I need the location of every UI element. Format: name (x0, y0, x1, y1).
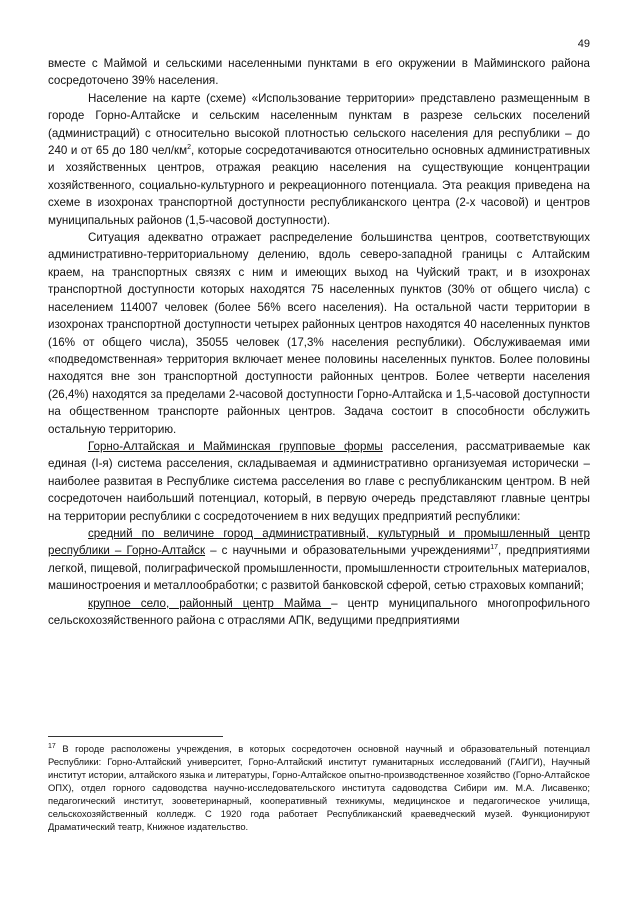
superscript-2: 2 (187, 144, 191, 152)
footnote-ref: 17 (490, 544, 498, 552)
paragraph-2: Население на карте (схеме) «Использование территории» представлено размещенным в городе Горно-Алтайске и сельским населенным пунктам в разрезе сельских поселений (администраций) с относительно высокой плотностью сельского населения для республики – до 240 и от 65 до 180 чел/$км^2$, которые сосредотачиваются относительно основных административных и хозяйственных центров, отражая реакцию населения на существующие концентрации хозяйственного, социально-культурного и рекреационного потенциала. Эта реакция приведена на схеме в изохронах транспортной доступности республиканского центра (2-х часовой) и центров муниципальных районов (1,5-часовой доступности). (48, 91, 590, 227)
paragraph-5: средний по величине город административный, культурный и промышленный центр республики – Горно-Алтайск – с научными и образовательными учреждениями$^{17}$, предприятиями легкой, пищевой, полиграфической промышленности, промышленности строительных материалов, машиностроения и металлообработки; с развитой банковской сферой, сетью страховых компаний; (48, 526, 590, 593)
underlined-term: Горно-Алтайская и Майминская групповые формы (88, 439, 383, 453)
page-number: 49 (577, 38, 590, 50)
footnote-number: 17 (48, 742, 56, 750)
paragraph-6: крупное село, районный центр Майма – центр муниципального многопрофильного сельскохозяйственного района с отраслями АПК, ведущими предприятиями (48, 596, 590, 627)
main-text (48, 55, 590, 629)
footnote: $^{17}$ В городе расположены учреждения, в которых сосредоточен основной научный и образовательный потенциал Республики: Горно-Алтайский университет, Горно-Алтайский институт гуманитарных исследований (ГАИГИ), Научный институт истории, алтайского языка и литературы, Горно-Алтайское опытно-производственное хозяйство (Горно-Алтайское ОПХ), отдел горного садоводства научно-исследовательского института садоводства Сибири им. М.А. Лисавенко; педагогический институт, зооветеринарный, кооперативный техникумы, медицинское и педагогическое училища, сельскохозяйственный колледж. С 1920 года работает Республиканский краеведческий музей. Функционируют Драматический театр, Книжное издательство. (48, 742, 590, 832)
footnote-separator (48, 736, 223, 737)
paragraph-4: Горно-Алтайская и Майминская групповые формы расселения, рассматриваемые как единая (I-я) система расселения, складываемая и административно организуемая исторически – наиболее развитая в Республике система расселения во главе с республиканским центром. В ней сосредоточен наибольший потенциал, который, в первую очередь представляют главные центры на территории республики с сосредоточением в них ведущих предприятий республики: (48, 439, 591, 523)
underlined-term: крупное село, районный центр Майма (88, 596, 332, 610)
paragraph-3: Ситуация адекватно отражает распределение большинства центров, соответствующих административно-территориальному делению, вдоль северо-западной границы с Алтайским краем, на транспортных связях с ним и имеющих выход на Чуйский тракт, и в изохронах транспортной доступности которых находятся 75 населенных пунктов (30% от общего числа) с населением 114007 человек (более 56% всего населения). На остальной части территории в изохронах транспортной доступности четырех районных центров находятся 40 населенных пунктов (16% от общего числа), 35055 человек (17,3% населения республики). Обслуживаемая ими «подведомственная» территория включает менее половины населенных пунктов. Более половины находятся вне зон транспортной доступности районных центров. Более четверти населения (26,4%) находятся за пределами 2-часовой доступности Горно-Алтайска и 1,5-часовой доступности на общественном транспорте районных центров. Задача состоит в способности обслужить остальную территорию. (48, 231, 590, 436)
underlined-term: средний по величине город административный, культурный и промышленный центр республики – Горно-Алтайск (48, 526, 590, 558)
paragraph-1: вместе с Маймой и сельскими населенными пунктами в его окружении в Майминского района сосредоточено 39% населения. (48, 57, 590, 88)
